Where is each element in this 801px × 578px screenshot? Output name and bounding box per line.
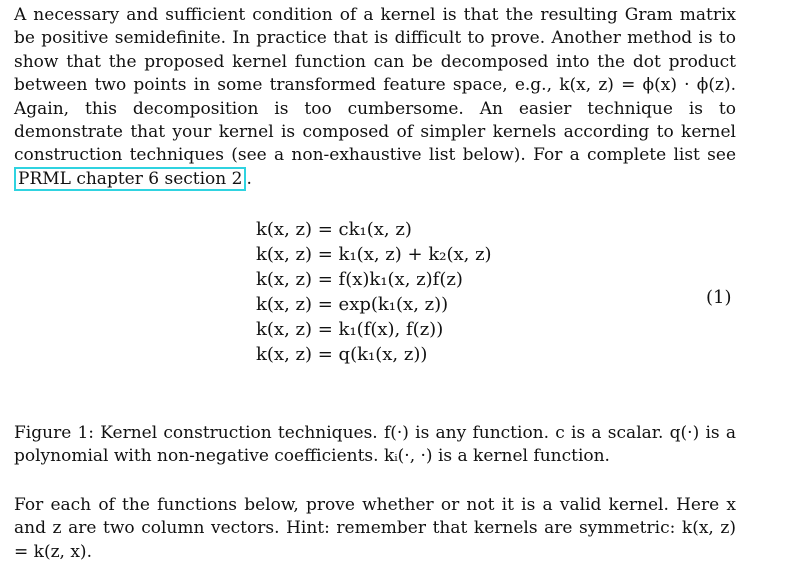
intro-text: A necessary and sufficient condition of a kernel is that the resulting Gram matrix be positive semidefinite. In practice that is difficult to prove. Another method is to show that the proposed kernel function can be decomposed into the dot product between two points in some transformed feature space, e.g., k(x, z) = ϕ(x) · ϕ(z). Again, this decomposition is too cumbersome. An easier technique is to demonstrate that your kernel is composed of simpler kernels according to kernel construction techniques (see a non-exhaustive list below). For a complete list see [14, 5, 736, 166]
figure-caption: Figure 1: Kernel construction techniques. f(·) is any function. c is a scalar. q(·) is a polynomial with non-negative coefficients. kᵢ(·, ·) is a kernel function. [14, 423, 736, 467]
equation-row: k(x, z) = ck₁(x, z) [256, 219, 412, 240]
intro-period: . [246, 168, 252, 189]
intro-paragraph [14, 4, 736, 191]
equation-block [256, 217, 492, 367]
task-paragraph: For each of the functions below, prove whether or not it is a valid kernel. Here x and z are two column vectors. Hint: remember that kernels are symmetric: k(x, z) = k(z, x). [14, 495, 736, 562]
equation-row: k(x, z) = q(k₁(x, z)) [256, 344, 428, 365]
equation-row: k(x, z) = f(x)k₁(x, z)f(z) [256, 269, 463, 290]
equation-row: k(x, z) = k₁(f(x), f(z)) [256, 319, 444, 340]
equation-row: k(x, z) = exp(k₁(x, z)) [256, 294, 449, 315]
prml-link[interactable]: PRML chapter 6 section 2 [14, 167, 246, 191]
equation-number: (1) [706, 287, 732, 308]
equation-row: k(x, z) = k₁(x, z) + k₂(x, z) [256, 244, 492, 265]
